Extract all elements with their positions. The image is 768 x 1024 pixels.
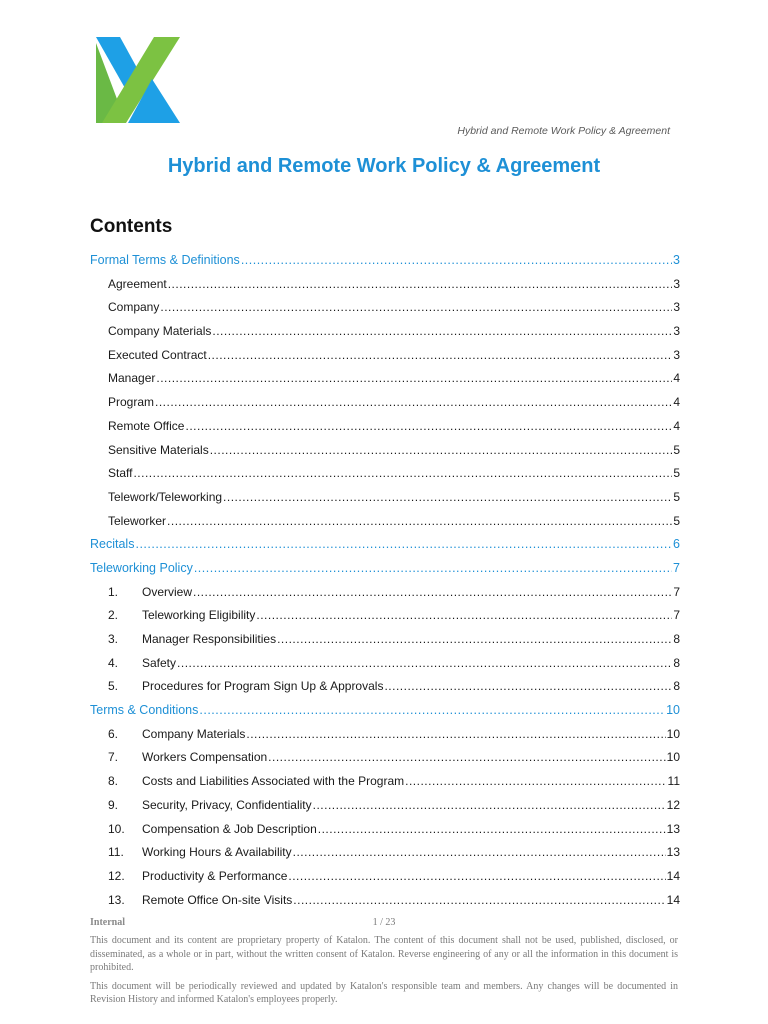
toc-page-number: 11: [667, 774, 680, 789]
toc-section-link[interactable]: [90, 533, 680, 557]
toc-entry-number: 9.: [108, 797, 119, 812]
toc-dot-leader: [405, 770, 666, 794]
toc-entry-label: Procedures for Program Sign Up & Approvals: [142, 679, 384, 694]
proprietary-notice: This document and its content are proprietary property of Katalon. The content of this document shall not be used, published, disclosed, or disseminated, as a whole or in part, without the written consent of Katalon. Reverse engineering of any or all the information in this document is prohibited.: [90, 935, 678, 973]
toc-page-number: 4: [673, 395, 680, 410]
toc-dot-leader: [313, 794, 666, 818]
toc-entry-link[interactable]: [90, 889, 680, 913]
toc-page-number: 10: [666, 703, 680, 718]
toc-dot-leader: [133, 462, 672, 486]
toc-entry-number: 5.: [108, 679, 119, 694]
toc-entry-label: Company Materials: [142, 726, 246, 741]
toc-entry-label: Working Hours & Availability: [142, 845, 292, 860]
toc-entry-label: Recitals: [90, 537, 135, 552]
toc-entry-link[interactable]: [90, 604, 680, 628]
toc-entry-link[interactable]: [90, 462, 680, 486]
toc-entry-link[interactable]: [90, 865, 680, 889]
toc-page-number: 14: [666, 868, 680, 883]
toc-entry-number: 11.: [108, 845, 124, 860]
toc-entry-label: Company Materials: [108, 324, 212, 339]
toc-page-number: 8: [673, 632, 680, 646]
toc-entry-label: Program: [108, 395, 155, 410]
toc-entry-number: 13.: [108, 892, 125, 907]
toc-dot-leader: [193, 581, 672, 605]
toc-entry-label: Manager Responsibilities: [142, 632, 277, 646]
contents-heading: Contents: [90, 216, 173, 237]
toc-entry-number: 3.: [108, 632, 119, 646]
toc-entry-link[interactable]: [90, 770, 680, 794]
toc-dot-leader: [223, 486, 672, 510]
toc-dot-leader: [167, 510, 672, 534]
toc-entry-link[interactable]: [90, 320, 680, 344]
toc-entry-label: Formal Terms & Definitions: [90, 253, 240, 267]
toc-dot-leader: [135, 533, 672, 557]
toc-entry-number: 12.: [108, 868, 125, 883]
toc-page-number: 5: [673, 466, 680, 481]
toc-entry-label: Teleworker: [108, 513, 167, 528]
toc-entry-label: Remote Office: [108, 418, 185, 433]
katalon-x-logo-icon: [96, 37, 180, 123]
toc-entry-label: Teleworking Eligibility: [142, 608, 256, 623]
toc-dot-leader: [384, 675, 672, 699]
toc-page-number: 4: [673, 418, 680, 433]
toc-page-number: 13: [666, 845, 680, 860]
toc-page-number: 3: [673, 276, 680, 291]
toc-entry-link[interactable]: [90, 841, 680, 865]
toc-page-number: 5: [673, 513, 680, 528]
page-indicator: 1 / 23: [372, 917, 396, 928]
toc-entry-label: Company: [108, 300, 160, 315]
toc-section-link[interactable]: [90, 249, 680, 273]
toc-dot-leader: [155, 391, 672, 415]
toc-page-number: 3: [673, 253, 680, 267]
toc-page-number: 5: [673, 442, 680, 457]
toc-entry-link[interactable]: [90, 652, 680, 676]
toc-dot-leader: [277, 628, 672, 652]
toc-dot-leader: [241, 249, 672, 273]
toc-dot-leader: [168, 273, 673, 297]
toc-entry-link[interactable]: [90, 510, 680, 534]
toc-entry-number: 1.: [108, 584, 119, 599]
toc-entry-link[interactable]: [90, 723, 680, 747]
toc-dot-leader: [210, 439, 673, 463]
toc-dot-leader: [208, 344, 673, 368]
toc-dot-leader: [199, 699, 665, 723]
toc-entry-number: 4.: [108, 655, 119, 670]
review-notice: This document will be periodically reviewed and updated by Katalon's responsible team and members. Any changes will be documented in Revision History and informed Katalon's employees properly.: [90, 980, 678, 1005]
toc-entry-link[interactable]: [90, 486, 680, 510]
toc-entry-label: Sensitive Materials: [108, 442, 209, 457]
toc-entry-link[interactable]: [90, 344, 680, 368]
toc-page-number: 3: [673, 300, 680, 315]
toc-dot-leader: [177, 652, 672, 676]
toc-entry-number: 7.: [108, 750, 119, 765]
toc-entry-number: 8.: [108, 774, 119, 789]
toc-page-number: 5: [673, 489, 680, 504]
toc-entry-link[interactable]: [90, 367, 680, 391]
toc-section-link[interactable]: [90, 557, 680, 581]
toc-entry-number: 2.: [108, 608, 119, 623]
toc-page-number: 8: [673, 679, 680, 694]
toc-entry-label: Manager: [108, 371, 156, 386]
toc-page-number: 10: [666, 750, 680, 765]
classification-label: Internal: [90, 917, 125, 928]
toc-page-number: 14: [666, 892, 680, 907]
toc-page-number: 7: [673, 584, 680, 599]
toc-dot-leader: [185, 415, 672, 439]
toc-entry-label: Overview: [142, 584, 193, 599]
toc-entry-link[interactable]: [90, 415, 680, 439]
page-footer: [90, 917, 678, 1007]
toc-entry-label: Staff: [108, 466, 133, 481]
toc-page-number: 13: [666, 821, 680, 836]
table-of-contents: [90, 249, 680, 912]
toc-entry-label: Compensation & Job Description: [142, 821, 317, 836]
toc-entry-link[interactable]: [90, 439, 680, 463]
toc-dot-leader: [194, 557, 672, 581]
toc-entry-link[interactable]: [90, 273, 680, 297]
toc-entry-label: Safety: [142, 655, 177, 670]
toc-entry-link[interactable]: [90, 818, 680, 842]
toc-entry-label: Security, Privacy, Confidentiality: [142, 797, 312, 812]
toc-entry-link[interactable]: [90, 391, 680, 415]
toc-page-number: 7: [673, 608, 680, 623]
toc-entry-link[interactable]: [90, 746, 680, 770]
toc-entry-link[interactable]: [90, 628, 680, 652]
toc-dot-leader: [268, 746, 665, 770]
toc-page-number: 6: [673, 537, 680, 552]
toc-entry-link[interactable]: [90, 581, 680, 605]
toc-dot-leader: [212, 320, 672, 344]
toc-entry-label: Productivity & Performance: [142, 868, 288, 883]
toc-entry-number: 10.: [108, 821, 125, 836]
running-header: Hybrid and Remote Work Policy & Agreement: [457, 125, 670, 137]
toc-entry-link[interactable]: [90, 794, 680, 818]
toc-dot-leader: [318, 818, 666, 842]
toc-entry-link[interactable]: [90, 675, 680, 699]
toc-page-number: 3: [673, 347, 680, 362]
toc-page-number: 8: [673, 655, 680, 670]
toc-dot-leader: [293, 841, 666, 865]
toc-section-link[interactable]: [90, 699, 680, 723]
toc-entry-label: Telework/Teleworking: [108, 489, 223, 504]
toc-dot-leader: [246, 723, 665, 747]
toc-dot-leader: [256, 604, 672, 628]
toc-entry-label: Teleworking Policy: [90, 560, 193, 575]
toc-dot-leader: [293, 889, 665, 913]
toc-page-number: 10: [666, 726, 680, 741]
toc-page-number: 7: [673, 560, 680, 575]
toc-dot-leader: [160, 296, 672, 320]
toc-entry-label: Remote Office On-site Visits: [142, 892, 293, 907]
toc-page-number: 4: [673, 371, 680, 386]
toc-entry-label: Executed Contract: [108, 347, 207, 362]
toc-page-number: 12: [666, 797, 680, 812]
toc-dot-leader: [156, 367, 672, 391]
toc-entry-label: Agreement: [108, 276, 167, 291]
toc-entry-label: Terms & Conditions: [90, 703, 199, 718]
toc-entry-link[interactable]: [90, 296, 680, 320]
document-title: Hybrid and Remote Work Policy & Agreement: [167, 155, 601, 177]
toc-entry-number: 6.: [108, 726, 119, 741]
toc-entry-label: Costs and Liabilities Associated with the Program: [142, 774, 405, 789]
toc-entry-label: Workers Compensation: [142, 750, 268, 765]
toc-page-number: 3: [673, 324, 680, 339]
toc-dot-leader: [288, 865, 665, 889]
